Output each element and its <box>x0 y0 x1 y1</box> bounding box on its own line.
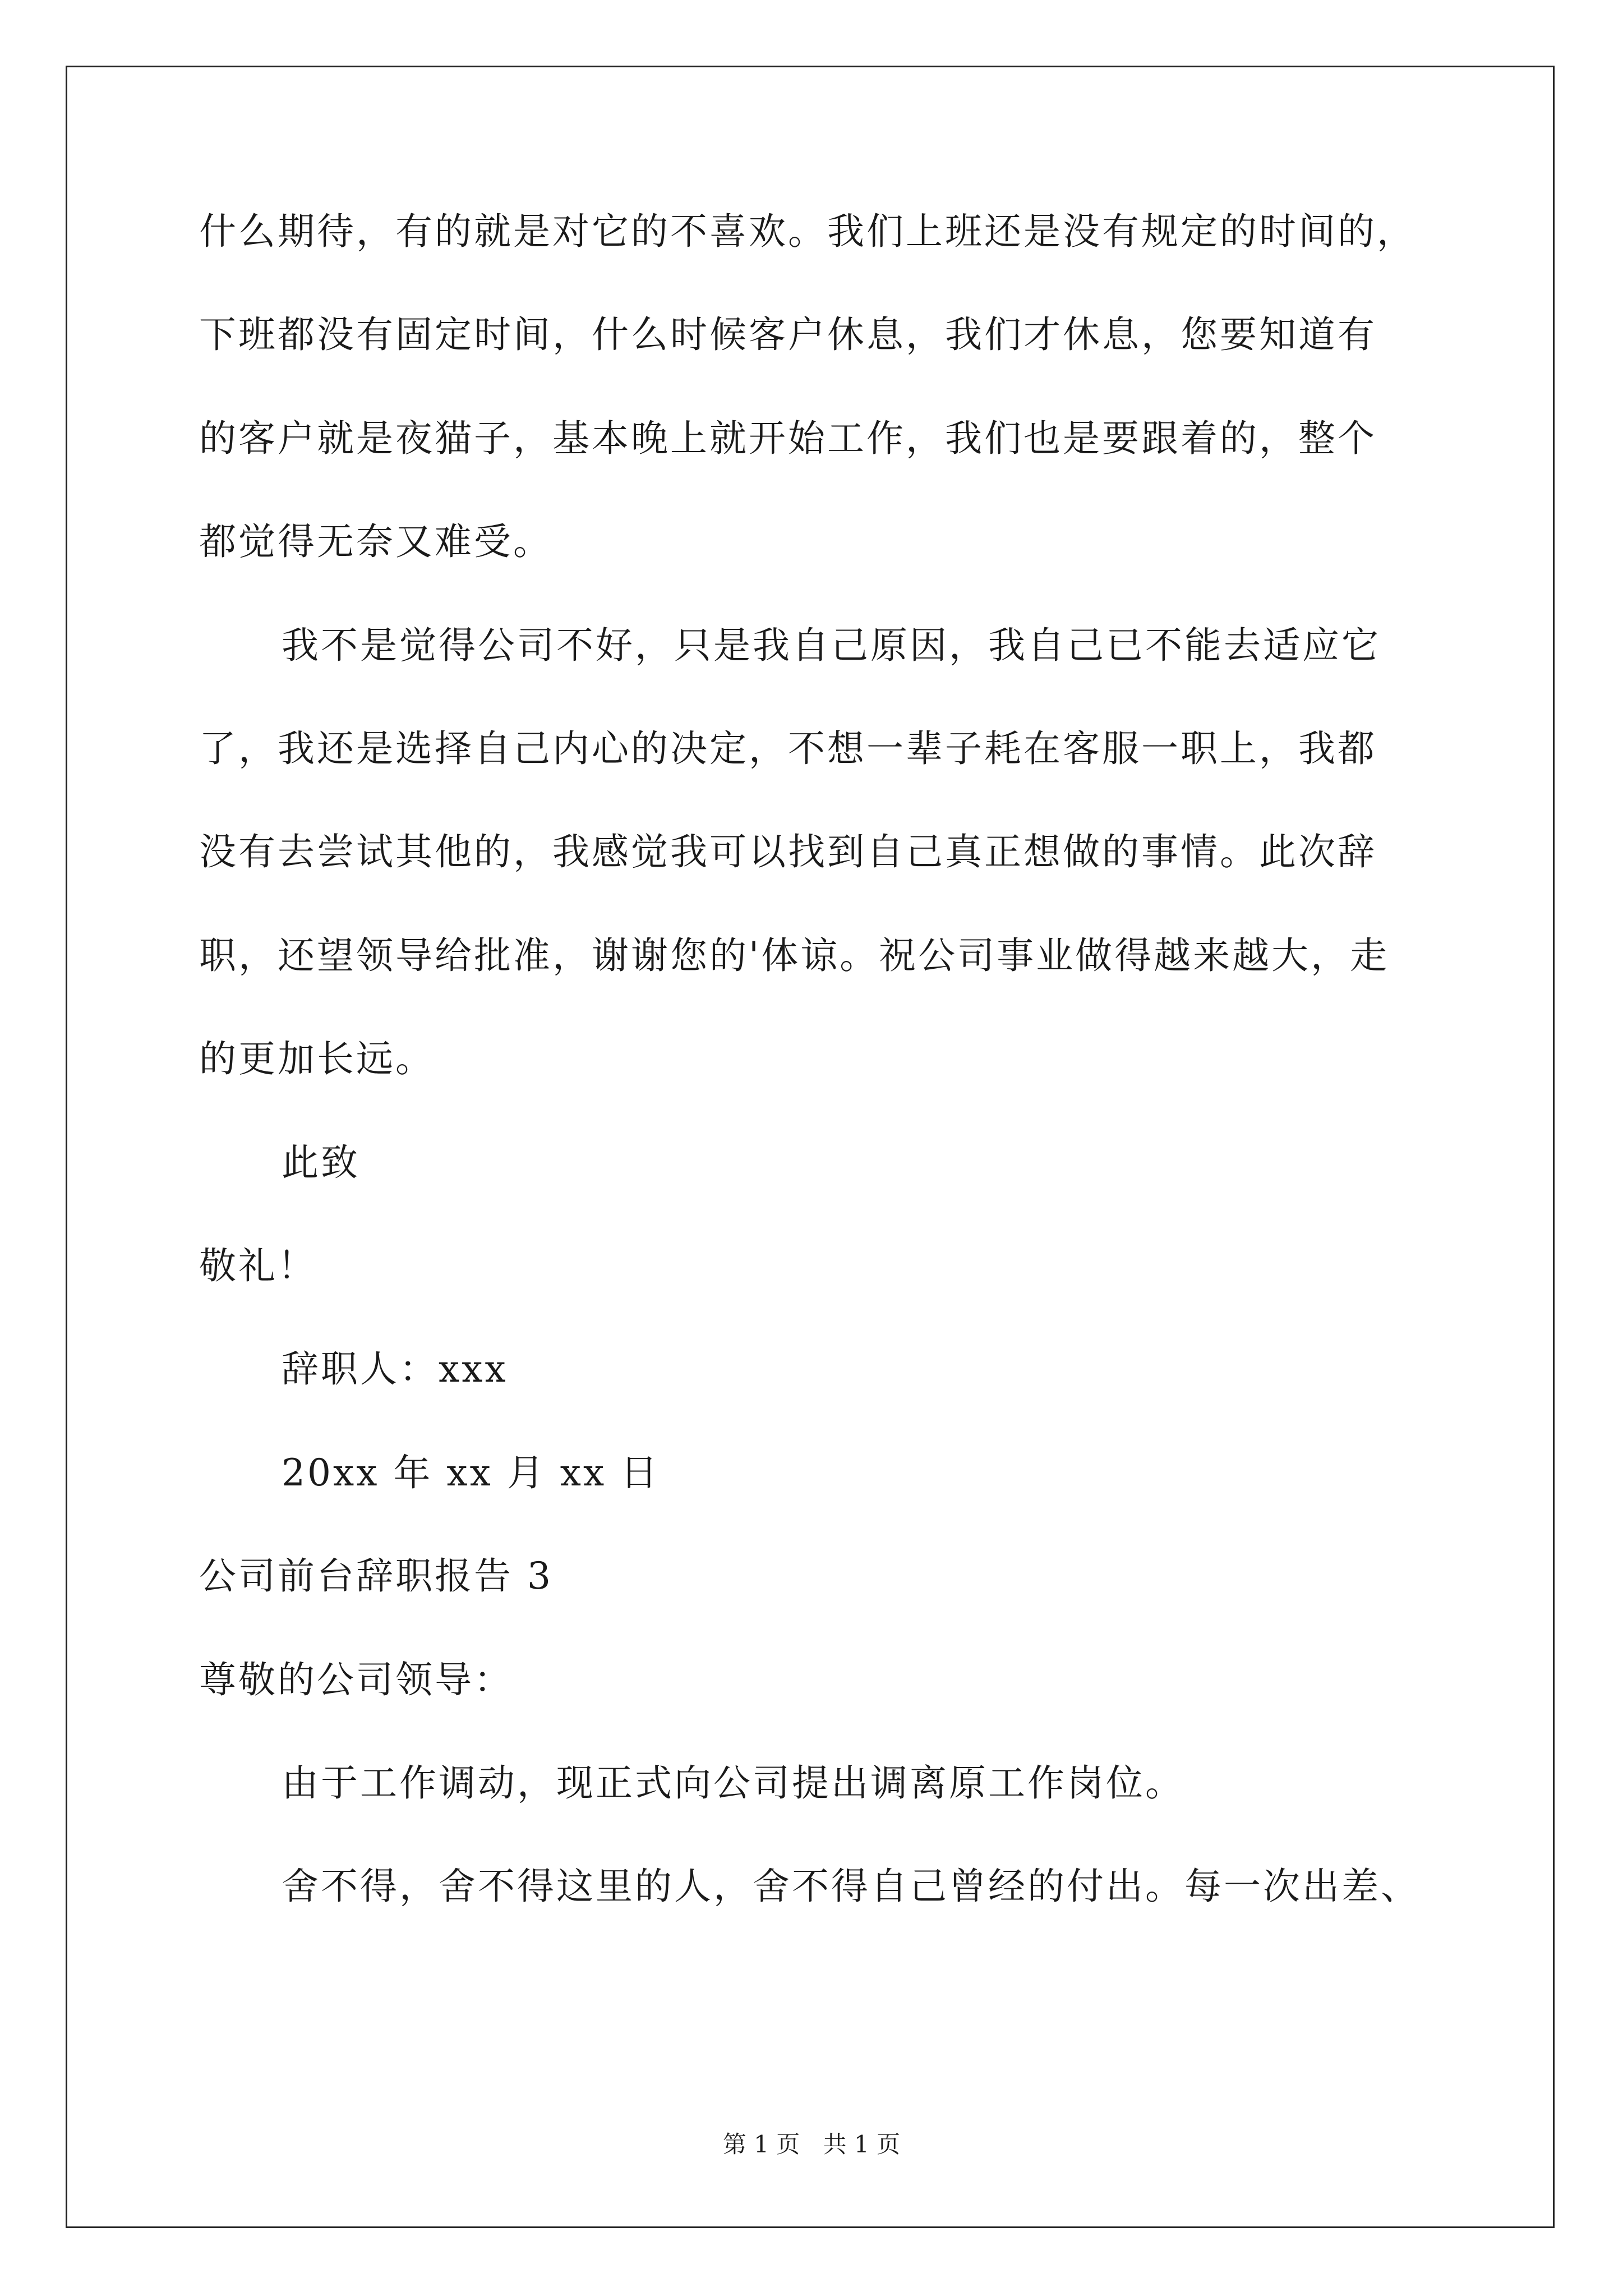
text-line-17: 舍不得，舍不得这里的人，舍不得自己曾经的付出。每一次出差、 <box>282 1865 1420 1908</box>
closing-salutation: 此致 <box>282 1141 360 1184</box>
text-line-3: 的客户就是夜猫子，基本晚上就开始工作，我们也是要跟着的，整个 <box>199 417 1377 460</box>
text-line-1: 什么期待，有的就是对它的不喜欢。我们上班还是没有规定的时间的， <box>199 210 1416 253</box>
text-line-2: 下班都没有固定时间，什么时候客户休息，我们才休息，您要知道有 <box>199 313 1377 356</box>
text-line-7: 没有去尝试其他的，我感觉我可以找到自己真正想做的事情。此次辞 <box>199 830 1377 873</box>
signature-date: 20xx 年 xx 月 xx 日 <box>282 1451 660 1494</box>
closing-regards: 敬礼！ <box>199 1244 317 1287</box>
text-line-16: 由于工作调动，现正式向公司提出调离原工作岗位。 <box>282 1761 1184 1805</box>
text-line-4: 都觉得无奈又难受。 <box>199 520 552 563</box>
section-title: 公司前台辞职报告 3 <box>199 1554 553 1598</box>
page-number-current: 第 1 页 <box>722 2131 800 2158</box>
signatory: 辞职人：xxx <box>282 1347 508 1391</box>
letter-greeting: 尊敬的公司领导： <box>199 1658 513 1701</box>
page-footer <box>0 2129 1623 2160</box>
text-line-6: 了，我还是选择自己内心的决定，不想一辈子耗在客服一职上，我都 <box>199 727 1377 770</box>
text-line-8: 职，还望领导给批准，谢谢您的'体谅。祝公司事业做得越来越大，走 <box>199 934 1390 977</box>
page-number-total: 共 1 页 <box>823 2131 901 2158</box>
text-line-5: 我不是觉得公司不好，只是我自己原因，我自己已不能去适应它 <box>282 624 1381 667</box>
text-line-9: 的更加长远。 <box>199 1037 435 1080</box>
